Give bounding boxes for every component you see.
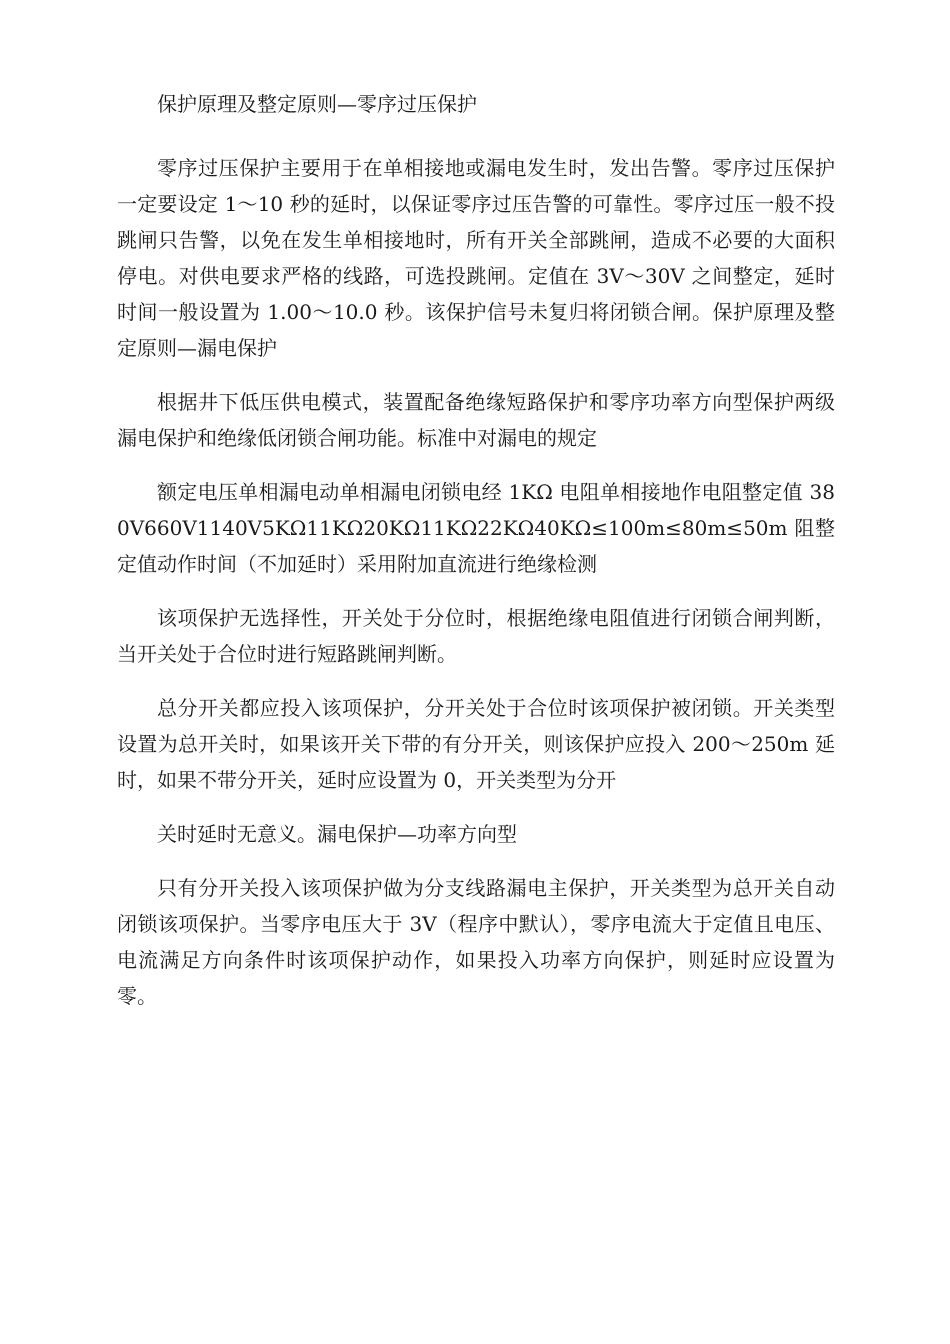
paragraph-no-selectivity: 该项保护无选择性，开关处于分位时，根据绝缘电阻值进行闭锁合闸判断，当开关处于合位时进行短路跳闸判断。: [117, 606, 835, 666]
document-page: [117, 86, 835, 1032]
paragraph-power-direction: 只有分开关投入该项保护做为分支线路漏电主保护，开关类型为总开关自动闭锁该项保护。当零序电压大于 3V（程序中默认），零序电流大于定值且电压、电流满足方向条件时该项保护动作，如果投入功率方向保护，则延时应设置为零。: [117, 876, 835, 1008]
paragraph-leakage-settings: 额定电压单相漏电动单相漏电闭锁电经 1KΩ 电阻单相接地作电阻整定值 380V660V1140V5KΩ11KΩ20KΩ11KΩ22KΩ40KΩ≤100m≤80m≤50m 阻整定值动作时间（不加延时）采用附加直流进行绝缘检测: [117, 480, 835, 576]
section-heading: 保护原理及整定原则—零序过压保护: [157, 92, 477, 116]
paragraph-zero-sequence-overvoltage: 零序过压保护主要用于在单相接地或漏电发生时，发出告警。零序过压保护一定要设定 1～10 秒的延时，以保证零序过压告警的可靠性。零序过压一般不投跳闸只告警，以免在发生单相接地时，所有开关全部跳闸，造成不必要的大面积停电。对供电要求严格的线路，可选投跳闸。定值在 3V～30V 之间整定，延时时间一般设置为 1.00～10.0 秒。该保护信号未复归将闭锁合闸。保护原理及整定原则—漏电保护: [117, 156, 835, 360]
paragraph-switch-types: 总分开关都应投入该项保护，分开关处于合位时该项保护被闭锁。开关类型设置为总开关时，如果该开关下带的有分开关，则该保护应投入 200～250m 延时，如果不带分开关，延时应设置为 0，开关类型为分开: [117, 696, 835, 792]
paragraph-leakage-mode: 根据井下低压供电模式，装置配备绝缘短路保护和零序功率方向型保护两级漏电保护和绝缘低闭锁合闸功能。标准中对漏电的规定: [117, 390, 835, 450]
paragraph-power-direction-heading: 关时延时无意义。漏电保护—功率方向型: [157, 822, 517, 846]
